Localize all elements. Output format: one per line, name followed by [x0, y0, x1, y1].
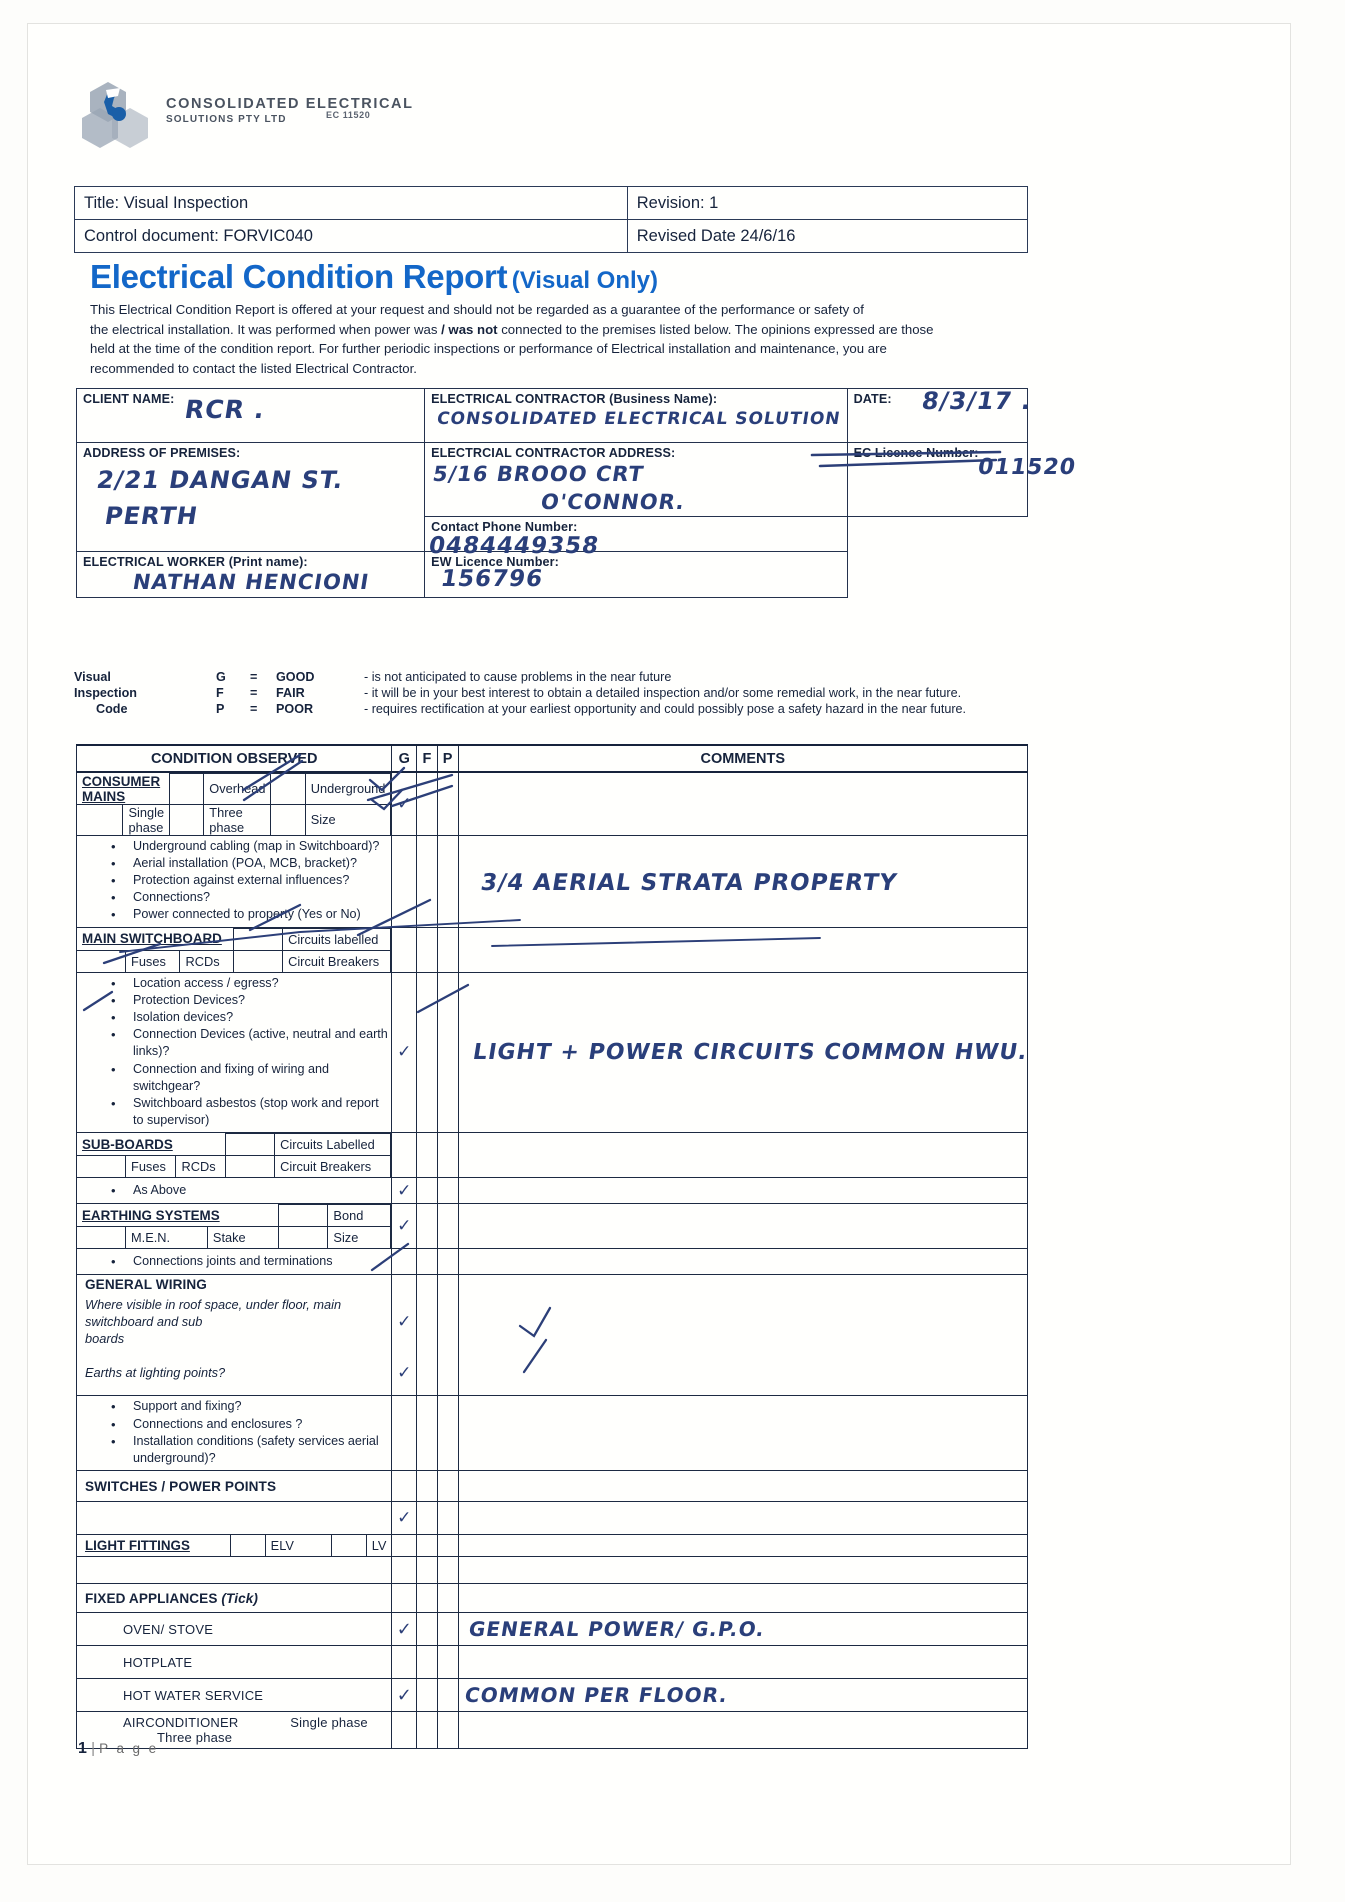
gw-fair-2[interactable]: [417, 1294, 437, 1350]
sb-good-top[interactable]: [392, 1133, 417, 1178]
footer-page-word: P a g e: [99, 1741, 159, 1756]
contractor-address-label: ELECTRCIAL CONTRACTOR ADDRESS:: [431, 446, 676, 460]
premises-address-cell: [77, 443, 425, 552]
checkbox-lv[interactable]: [332, 1535, 366, 1556]
doc-revision-cell: Revision: 1: [627, 187, 1027, 220]
msb-good-top[interactable]: [392, 927, 417, 972]
checkbox-earth-size[interactable]: [279, 1227, 328, 1249]
client-name-label: CLIENT NAME:: [83, 392, 175, 406]
date-cell: [847, 387, 1034, 443]
earthing-b-fair[interactable]: [417, 1249, 437, 1275]
fixed-appliances-label: FIXED APPLIANCES: [85, 1590, 218, 1606]
consumer-mains-comment[interactable]: [458, 835, 1027, 927]
gw-poor-1[interactable]: [437, 1275, 458, 1295]
legend-code-2: P: [216, 702, 225, 716]
sb-good[interactable]: ✓: [392, 1178, 417, 1204]
checkbox-sb-fuses[interactable]: [77, 1156, 126, 1178]
sub-boards-row-a: [77, 1134, 391, 1156]
label-bond: Bond: [328, 1205, 391, 1227]
consumer-mains-bullets-fair[interactable]: [417, 835, 437, 927]
light-fittings-blank-cell: [77, 1557, 392, 1584]
bullet-item: • Location access / egress?: [133, 975, 391, 992]
footer-page-number: 1: [78, 1740, 87, 1757]
general-wiring-note-1: [77, 1294, 392, 1350]
doc-title-cell: Title: Visual Inspection: [75, 187, 628, 220]
company-licence: EC 11520: [326, 110, 371, 120]
doc-control-row-control: [75, 220, 1028, 253]
section-title-consumer-mains: CONSUMER MAINS: [77, 774, 170, 805]
fa-good-4[interactable]: [392, 1712, 417, 1749]
fa-comment-1[interactable]: [458, 1613, 1027, 1646]
sb-comment[interactable]: [458, 1178, 1027, 1204]
row-switches-blank: [77, 1502, 1028, 1535]
contact-phone-label: Contact Phone Number:: [431, 520, 578, 535]
earthing-poor[interactable]: [437, 1204, 458, 1249]
address-value-line2: PERTH: [102, 502, 201, 530]
contact-phone-value: 0484449358: [427, 533, 602, 560]
date-value: 8/3/17 .: [919, 387, 1034, 415]
intro-line-3: held at the time of the condition report. For further periodic inspections or performance of Electrical installation and maintenance, you are: [90, 341, 887, 357]
legend-code-0: G: [216, 670, 226, 684]
consumer-mains-comment-text: 3/4 AERIAL STRATA PROPERTY: [478, 870, 899, 896]
contractor-address-cell: [425, 443, 847, 517]
lf-comment[interactable]: [458, 1535, 1027, 1557]
light-fittings-options-cell: [77, 1535, 392, 1557]
intro-paragraph: [90, 300, 970, 378]
bullet-item: • Connections and enclosures ?: [133, 1416, 391, 1433]
label-lv: LV: [371, 1538, 387, 1554]
footer-divider: |: [91, 1740, 95, 1757]
document-control-table: [74, 186, 1028, 253]
sw-good-1[interactable]: [392, 1471, 417, 1502]
client-name-cell: [77, 389, 425, 443]
row-switches-title: [77, 1471, 1028, 1502]
fa-comment-4[interactable]: [458, 1712, 1027, 1749]
checkbox-single-phase[interactable]: [77, 804, 123, 835]
lf-poor[interactable]: [437, 1535, 458, 1557]
gw-fair-1[interactable]: [417, 1275, 437, 1295]
fa-good-1[interactable]: ✓: [392, 1613, 417, 1646]
fa-comment-0[interactable]: [458, 1584, 1027, 1613]
fa-fair-1[interactable]: [417, 1613, 437, 1646]
bullet-item: • Connection and fixing of wiring and switchgear?: [133, 1061, 391, 1095]
lf-good[interactable]: [392, 1535, 417, 1557]
contractor-label: ELECTRICAL CONTRACTOR (Business Name):: [431, 392, 718, 406]
doc-revised-date-cell: Revised Date 24/6/16: [627, 220, 1027, 253]
fa-fair-0[interactable]: [417, 1584, 437, 1613]
sb-poor-top[interactable]: [437, 1133, 458, 1178]
consumer-mains-poor-cell[interactable]: [437, 772, 458, 835]
address-label: ADDRESS OF PREMISES:: [83, 446, 241, 460]
fa-good-2[interactable]: [392, 1646, 417, 1679]
legend-meaning-0: GOOD: [276, 670, 315, 684]
checkbox-sb-circuit-breakers[interactable]: [226, 1156, 275, 1178]
sub-boards-row-b: [77, 1156, 391, 1178]
label-sb-circuits-labelled: Circuits Labelled: [275, 1134, 391, 1156]
checkbox-sb-circuits-labelled[interactable]: [226, 1134, 275, 1156]
label-men: M.E.N.: [126, 1227, 208, 1249]
sw-fair-2[interactable]: [417, 1502, 437, 1535]
gw-comment-2[interactable]: [458, 1294, 1027, 1350]
table-row: [77, 1679, 1028, 1712]
contact-phone-cell: [425, 517, 847, 560]
label-msb-fuses: Fuses: [126, 950, 180, 972]
earthing-row-b: [77, 1227, 391, 1249]
row-general-wiring-bullets: [77, 1396, 1028, 1471]
row-consumer-mains-options: [77, 772, 1028, 835]
general-wiring-bullets: [77, 1396, 392, 1471]
row-main-switchboard-options: [77, 927, 1028, 972]
header-condition-observed: CONDITION OBSERVED: [77, 745, 392, 772]
condition-checklist-table: [76, 744, 1028, 1749]
page-title-sub: (Visual Only): [511, 267, 658, 294]
header-fair: F: [417, 745, 437, 772]
legend-meaning-2: POOR: [276, 702, 314, 716]
appliance-comment-hws: COMMON PER FLOOR.: [462, 1683, 730, 1708]
checkbox-overhead[interactable]: [170, 774, 204, 805]
worker-value: NATHAN HENCIONI: [131, 570, 372, 594]
msb-comment-top[interactable]: [458, 927, 1027, 972]
earthing-b-comment[interactable]: [458, 1249, 1027, 1275]
lf-poor-2[interactable]: [437, 1557, 458, 1584]
earthing-good[interactable]: ✓: [392, 1204, 417, 1249]
intro-line-2a: the electrical installation. It was performed when power was: [90, 321, 442, 337]
appliance-label-hws: HOT WATER SERVICE: [77, 1679, 392, 1712]
sw-comment-1[interactable]: [458, 1471, 1027, 1502]
intro-line-1: This Electrical Condition Report is offered at your request and should not be regarded as a guarantee of the performance or safety of: [90, 302, 864, 317]
lf-fair-2[interactable]: [417, 1557, 437, 1584]
intro-line-2c: connected to the premises listed below. The opinions expressed are those: [497, 321, 934, 337]
legend-word-0: Visual: [74, 670, 111, 684]
consumer-mains-options-cell: [77, 772, 392, 835]
earthing-b-good[interactable]: [392, 1249, 417, 1275]
company-name-line1: CONSOLIDATED ELECTRICAL: [166, 96, 414, 112]
section-title-sub-boards: SUB-BOARDS: [77, 1134, 226, 1156]
bullet-item: • As Above: [133, 1182, 391, 1199]
label-sb-fuses: Fuses: [126, 1156, 176, 1178]
consumer-mains-row-b: [77, 804, 391, 835]
page-title-main: Electrical Condition Report: [90, 258, 508, 295]
fa-poor-3[interactable]: [437, 1679, 458, 1712]
ew-licence-value: 156796: [439, 566, 546, 592]
client-row-1: [77, 389, 1028, 443]
client-row-4: [77, 552, 1028, 598]
header-comments: COMMENTS: [458, 745, 1027, 772]
ew-licence-label: EW Licence Number:: [431, 555, 559, 569]
bullet-item: • Underground cabling (map in Switchboard)?: [133, 838, 391, 855]
label-earth-size: Size: [328, 1227, 391, 1249]
msb-fair-top[interactable]: [417, 927, 437, 972]
sw-fair-1[interactable]: [417, 1471, 437, 1502]
gw-b-fair[interactable]: [417, 1396, 437, 1471]
msb-good[interactable]: ✓: [392, 972, 417, 1133]
msb-comment[interactable]: [458, 972, 1030, 1133]
address-value-line1: 2/21 DANGAN ST.: [94, 466, 346, 494]
company-logo: [78, 74, 498, 164]
label-msb-rcds: RCDs: [180, 950, 234, 972]
electrical-worker-cell: [77, 552, 425, 598]
gw-good-2[interactable]: ✓: [392, 1294, 417, 1350]
legend-eq-2: =: [250, 702, 258, 716]
sw-comment-2[interactable]: [458, 1502, 1027, 1535]
checkbox-three-phase[interactable]: [170, 804, 204, 835]
worker-label: ELECTRICAL WORKER (Print name):: [83, 555, 308, 569]
appliance-label-hotplate: HOTPLATE: [77, 1646, 392, 1679]
legend-eq-0: =: [250, 670, 258, 684]
earthing-comment[interactable]: [458, 1204, 1027, 1249]
light-fittings-row: [77, 1535, 391, 1556]
switches-blank-cell: [77, 1502, 392, 1535]
label-overhead: Overhead: [204, 774, 271, 805]
row-light-fittings: [77, 1535, 1028, 1557]
checkbox-men[interactable]: [77, 1227, 126, 1249]
checkbox-msb-fuses[interactable]: [77, 950, 126, 972]
appliance-comment-oven: GENERAL POWER/ G.P.O.: [466, 1617, 767, 1642]
fa-good-3[interactable]: ✓: [392, 1679, 417, 1712]
client-contractor-table: [76, 387, 1078, 598]
fa-fair-3[interactable]: [417, 1679, 437, 1712]
consumer-mains-bullets-poor[interactable]: [437, 835, 458, 927]
bullet-item: • Protection against external influences?: [133, 872, 391, 889]
appliance-label-oven: OVEN/ STOVE: [77, 1613, 392, 1646]
fa-fair-2[interactable]: [417, 1646, 437, 1679]
checkbox-size[interactable]: [271, 804, 305, 835]
legend-desc-2: - requires rectification at your earliest opportunity and could possibly pose a safety hazard in the near future.: [364, 702, 967, 716]
checkbox-circuits-labelled[interactable]: [234, 928, 283, 950]
row-general-wiring-title: [77, 1275, 1028, 1295]
row-general-wiring-italic-1: [77, 1294, 1028, 1350]
bullet-item: • Protection Devices?: [133, 992, 391, 1009]
aircon-three-phase-label: Three phase: [157, 1730, 233, 1746]
label-elv: ELV: [270, 1538, 294, 1554]
label-sb-rcds: RCDs: [176, 1156, 226, 1178]
bullet-item: • Connections?: [133, 889, 391, 906]
row-fixed-appliances-title: [77, 1584, 1028, 1613]
header-good: G: [392, 745, 417, 772]
fa-poor-1[interactable]: [437, 1613, 458, 1646]
gw-comment-1[interactable]: [458, 1275, 1027, 1295]
consumer-mains-fair-cell[interactable]: [417, 772, 437, 835]
section-title-general-wiring: GENERAL WIRING: [77, 1275, 392, 1295]
section-title-switches: SWITCHES / POWER POINTS: [77, 1471, 392, 1502]
bullet-item: • Connections joints and terminations: [133, 1253, 391, 1270]
bullet-item: • Connection Devices (active, neutral and earth links)?: [133, 1026, 391, 1060]
inspection-code-legend: [74, 670, 1034, 718]
row-sub-boards-bullets: [77, 1178, 1028, 1204]
gw-b-good[interactable]: [392, 1396, 417, 1471]
consumer-mains-comment-top[interactable]: [458, 772, 1027, 835]
earthing-options-cell: [77, 1204, 392, 1249]
legend-row: [74, 702, 966, 718]
legend-row: [74, 686, 966, 702]
label-sb-circuit-breakers: Circuit Breakers: [275, 1156, 391, 1178]
msb-poor[interactable]: [437, 972, 458, 1133]
intro-was-not: / was not: [441, 321, 498, 337]
label-circuit-breakers: Circuit Breakers: [283, 950, 391, 972]
row-sub-boards-options: [77, 1133, 1028, 1178]
fa-poor-4[interactable]: [437, 1712, 458, 1749]
sb-comment-top[interactable]: [458, 1133, 1027, 1178]
earthing-row-a: [77, 1205, 391, 1227]
consumer-mains-bullets: [77, 835, 392, 927]
header-poor: P: [437, 745, 458, 772]
consumer-mains-good-cell[interactable]: ✓: [392, 772, 417, 835]
ec-licence-cell: [847, 443, 1078, 517]
lf-comment-2[interactable]: [458, 1557, 1027, 1584]
bullet-item: • Support and fixing?: [133, 1398, 391, 1415]
msb-fair[interactable]: [417, 972, 437, 1133]
table-row: [77, 1646, 1028, 1679]
label-stake: Stake: [207, 1227, 279, 1249]
appliance-label-aircon: AIRCONDITIONER: [123, 1715, 239, 1731]
contractor-address-line1: 5/16 BROOO CRT: [431, 462, 646, 486]
fa-fair-4[interactable]: [417, 1712, 437, 1749]
row-general-wiring-italic-2: [77, 1350, 1028, 1396]
fixed-appliances-note: (Tick): [221, 1590, 259, 1606]
client-row-2: [77, 443, 1028, 517]
table-row: [77, 1712, 1028, 1749]
checkbox-elv[interactable]: [231, 1535, 265, 1556]
fa-comment-2[interactable]: [458, 1646, 1027, 1679]
row-consumer-mains-bullets: [77, 835, 1028, 927]
main-switchboard-row-a: [77, 928, 391, 950]
gw-poor-3[interactable]: [437, 1350, 458, 1396]
sb-poor[interactable]: [437, 1178, 458, 1204]
ec-licence-value: 011520: [975, 455, 1078, 480]
sw-poor-2[interactable]: [437, 1502, 458, 1535]
bullet-item: • Aerial installation (POA, MCB, bracket)?: [133, 855, 391, 872]
row-light-fittings-blank: [77, 1557, 1028, 1584]
earthing-bullets: [77, 1249, 392, 1275]
checkbox-underground[interactable]: [271, 774, 305, 805]
gw-good-3[interactable]: ✓: [392, 1350, 417, 1396]
label-single-phase: Single phase: [123, 804, 170, 835]
legend-eq-1: =: [250, 686, 258, 700]
main-switchboard-row-b: [77, 950, 391, 972]
section-title-earthing: EARTHING SYSTEMS: [77, 1205, 279, 1227]
earthing-b-poor[interactable]: [437, 1249, 458, 1275]
consumer-mains-bullets-good[interactable]: [392, 835, 417, 927]
legend-row: [74, 670, 966, 686]
sw-poor-1[interactable]: [437, 1471, 458, 1502]
checkbox-bond[interactable]: [279, 1205, 328, 1227]
label-size: Size: [305, 804, 391, 835]
gw-b-poor[interactable]: [437, 1396, 458, 1471]
lf-good-2[interactable]: [392, 1557, 417, 1584]
row-main-switchboard-bullets: [77, 972, 1028, 1133]
gw-poor-2[interactable]: [437, 1294, 458, 1350]
legend-word-2: Code: [96, 702, 128, 716]
company-name-line2: SOLUTIONS PTY LTD: [166, 114, 287, 125]
gw-comment-3[interactable]: [458, 1350, 1027, 1396]
intro-line-4: recommended to contact the listed Electrical Contractor.: [90, 360, 417, 376]
client-name-value: RCR .: [182, 395, 268, 424]
general-wiring-note-2: Earths at lighting points?: [77, 1350, 392, 1396]
page-footer: [78, 1740, 159, 1758]
earthing-fair[interactable]: [417, 1204, 437, 1249]
sub-boards-bullets: [77, 1178, 392, 1204]
contractor-value: CONSOLIDATED ELECTRICAL SOLUTION: [435, 409, 843, 429]
row-earthing-bullets: [77, 1249, 1028, 1275]
sub-boards-options-cell: [77, 1133, 392, 1178]
msb-poor-top[interactable]: [437, 927, 458, 972]
bullet-item: • Installation conditions (safety services aerial underground)?: [133, 1433, 391, 1467]
bullet-item: • Power connected to property (Yes or No): [133, 906, 391, 923]
checklist-header-row: [77, 745, 1028, 772]
ew-licence-cell: [425, 552, 847, 598]
ec-licence-label: EC Licence Number:: [853, 446, 979, 460]
section-title-fixed-appliances: [77, 1584, 392, 1613]
gw-italic-line2: boards: [85, 1331, 125, 1347]
fa-comment-3[interactable]: [458, 1679, 1027, 1712]
checkbox-circuit-breakers[interactable]: [234, 950, 283, 972]
doc-control-row-title: [75, 187, 1028, 220]
sw-good-2[interactable]: ✓: [392, 1502, 417, 1535]
gw-good-1[interactable]: [392, 1275, 417, 1295]
bullet-item: • Isolation devices?: [133, 1009, 391, 1026]
label-underground: Underground: [305, 774, 391, 805]
date-label: DATE:: [853, 392, 892, 406]
page-title: [90, 258, 658, 296]
doc-control-number-cell: Control document: FORVIC040: [75, 220, 628, 253]
legend-desc-1: - it will be in your best interest to obtain a detailed inspection and/or some remedial work, in the near future.: [364, 686, 962, 700]
company-name: [166, 96, 414, 125]
aircon-single-phase-label: Single phase: [290, 1715, 368, 1731]
legend-meaning-1: FAIR: [276, 686, 305, 700]
contractor-address-line2: O'CONNOR.: [539, 490, 688, 514]
sb-fair-top[interactable]: [417, 1133, 437, 1178]
table-row: [77, 1613, 1028, 1646]
fa-poor-2[interactable]: [437, 1646, 458, 1679]
section-title-main-switchboard: MAIN SWITCHBOARD: [77, 928, 234, 950]
fa-poor-0[interactable]: [437, 1584, 458, 1613]
msb-comment-text: LIGHT + POWER CIRCUITS COMMON HWU.: [470, 1040, 1030, 1066]
bullet-item: • Switchboard asbestos (stop work and report to supervisor): [133, 1095, 391, 1129]
legend-word-1: Inspection: [74, 686, 137, 700]
fa-good-0[interactable]: [392, 1584, 417, 1613]
main-switchboard-bullets: [77, 972, 392, 1133]
row-earthing-options: [77, 1204, 1028, 1249]
gw-b-comment[interactable]: [458, 1396, 1027, 1471]
gw-italic-line1: Where visible in roof space, under floor, main switchboard and sub: [85, 1297, 342, 1330]
label-circuits-labelled: Circuits labelled: [283, 928, 391, 950]
section-title-light-fittings: LIGHT FITTINGS: [85, 1538, 190, 1554]
sb-fair[interactable]: [417, 1178, 437, 1204]
consumer-mains-row-a: [77, 774, 391, 805]
contractor-name-cell: [425, 389, 847, 443]
gw-fair-3[interactable]: [417, 1350, 437, 1396]
legend-desc-0: - is not anticipated to cause problems in the near future: [364, 670, 672, 684]
lf-fair[interactable]: [417, 1535, 437, 1557]
main-switchboard-options-cell: [77, 927, 392, 972]
label-three-phase: Three phase: [204, 804, 271, 835]
legend-code-1: F: [216, 686, 224, 700]
logo-mark-icon: [78, 74, 150, 154]
